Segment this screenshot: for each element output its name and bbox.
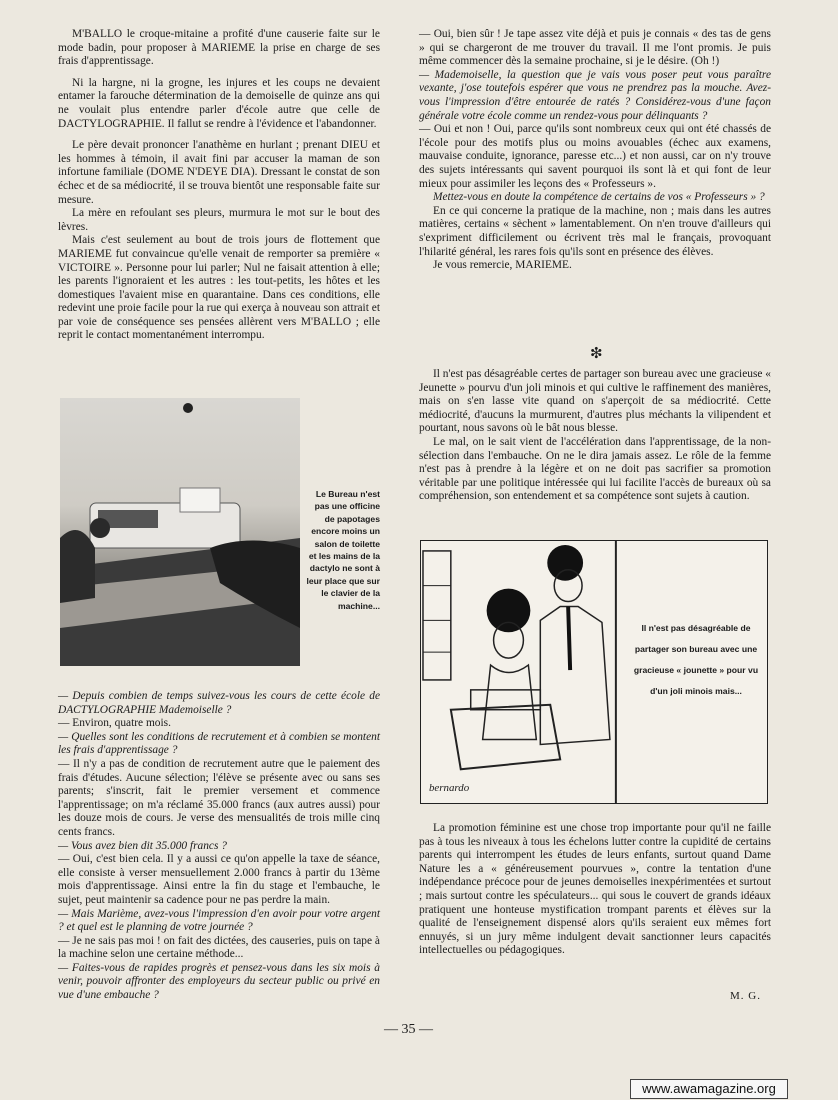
interview-question: — Vous avez bien dit 35.000 francs ? xyxy=(58,839,227,852)
interview-question: — Mais Marième, avez-vous l'impression d'en avoir pour votre argent ? et quel est le planning de votre journée ? xyxy=(58,907,380,934)
paragraph: Ni la hargne, ni la grogne, les injures et les coups ne devaient entamer la farouche détermination de la demoiselle de quinze ans qui ne voulait plus entendre parler d'école autre que celle de DACTYLOGRAPHIE. Il fallut se rendre à l'évidence et l'abandonner. xyxy=(58,76,380,130)
cartoon-caption: Il n'est pas désagréable de partager son bureau avec une gracieuse « jounette » pour vu d'un joli minois mais... xyxy=(633,623,759,696)
interview-answer: — Oui et non ! Oui, parce qu'ils sont nombreux ceux qui ont été chassés de l'école pour des motifs plus ou moins avouables (échec aux examens, mauvaise conduite, ignorance, paresse etc...) et non aussi, car on n'y trouve des sujets intéressants qui savent pourquoi ils sont là et qui font de leur mieux pour assimiler les leçons des « Professeurs ». xyxy=(419,123,771,190)
interview-answer: — Environ, quatre mois. xyxy=(58,717,171,730)
interview-answer: — Je ne sais pas moi ! on fait des dictées, des causeries, puis on tape à la machine selon une certaine méthode... xyxy=(58,934,380,961)
left-column-text xyxy=(58,28,380,351)
paragraph: La promotion féminine est une chose trop importante pour qu'il ne faille pas à tous les niveaux à tous les échelons lutter contre la cupidité de certains parents qui interrompent les études de leurs enfants, surtout quand Dame Nature les a « généreusement pourvues », contre la tentation d'une indépendance précoce pour de jeunes demoiselles inexpérimentées et surtout ; mais surtout contre les spéculateurs... qui sous le couvert de grands idéaux pratiquent une honteuse mystification trompant parents et élèves sur la qualité de l'enseignement dispensé alors qu'ils seraient eux mêmes fort ennuyés, si un jury même indulgent devait sanctionner leurs capacités intellectuelles ou pédagogiques. xyxy=(419,822,771,957)
paragraph: Il n'est pas désagréable certes de partager son bureau avec une gracieuse « Jeunette » pourvu d'un joli minois et qui cultive le raffinement des manières, mais on s'en lasse vite quand on s'aperçoit de sa médiocrité. Cette médiocrité, d'aucuns la murmurent, d'autres plus méchants la vilipendent et pourtant, nous savons où le bât nous blesse. xyxy=(419,368,771,435)
paragraph: M'BALLO le croque-mitaine a profité d'une causerie faite sur le mode badin, pour proposer à MARIEME la prise en charge de ses frais d'apprentissage. xyxy=(58,28,380,68)
interview-question: — Quelles sont les conditions de recrutement et à combien se montent les frais d'apprentissage ? xyxy=(58,730,380,757)
interview-question: — Depuis combien de temps suivez-vous les cours de cette école de DACTYLOGRAPHIE Mademoiselle ? xyxy=(58,690,380,716)
paragraph: Mais c'est seulement au bout de trois jours de flottement que MARIEME fut convaincue qu'elle venait de remporter sa première « VICTOIRE ». Personne pour lui parler; Nul ne faisait attention à elle; les parents l'ignoraient et les autres : les tout-petits, les hôtes et les domestiques l'avaient mise en quarantaine. Dans ces conditions, elle redevint une proie facile pour la rue qui exerça à nouveau son attrait et par voie de conséquence ses pensées allèrent vers M'BALLO ; elle reprit le contact momentanément interrompu. xyxy=(58,234,380,342)
interview-question: Mettez-vous en doute la compétence de certains de vos « Professeurs » ? xyxy=(433,191,765,204)
website-watermark[interactable]: www.awamagazine.org xyxy=(630,1079,788,1099)
paragraph: Le père devait prononcer l'anathème en hurlant ; prenant DIEU et les hommes à témoin, il avait fini par accuser la maman de son infortune familiale (DOME N'DEYE DIA). Dressant le constat de son échec et de sa médiocrité, il se trouva bientôt une responsable faite sur mesure. xyxy=(58,139,380,206)
photo-caption: Le Bureau n'est pas une officine de papotages encore moins un salon de toilette et les mains de la dactylo ne sont à leur place que sur le clavier de la machine... xyxy=(306,489,380,611)
cartoon-artist-signature: bernardo xyxy=(428,782,470,795)
interview-question: — Mademoiselle, la question que je vais vous poser peut vous paraître vexante, j'ose toutefois espérer que vous ne prendrez pas la mouche. Avez-vous l'impression d'être entourée de ratés ? Considérez-vous d'une façon générale votre école comme un rendez-vous pour délinquants ? xyxy=(419,68,771,122)
typewriter-photo xyxy=(60,398,300,666)
interview-left xyxy=(58,690,380,1003)
interview-right xyxy=(419,28,771,273)
right-mid-text xyxy=(419,368,771,504)
author-signature: M. G. xyxy=(730,990,761,1002)
interview-answer: — Oui, c'est bien cela. Il y a aussi ce qu'on appelle la taxe de séance, elle consiste à verser mensuellement 2.000 francs à partir du 13ème mois d'apprentissage. Ainsi entre la fin du stage et l'embauche, le sujet, peut maintenir sa cadence pour ne pas perdre la main. xyxy=(58,853,380,906)
right-bottom-text xyxy=(419,822,771,958)
interview-question: — Faites-vous de rapides progrès et pensez-vous dans les six mois à venir, pouvoir affronter des employeurs du secteur public ou privé en vue d'une embauche ? xyxy=(58,961,380,1002)
section-separator: ❇ xyxy=(590,346,603,362)
interview-answer: — Oui, bien sûr ! Je tape assez vite déjà et puis je connais « des tas de gens » qui se chargeront de me trouver du travail. Il me l'ont promis. Je puis même commencer dès la semaine prochaine, si je le désire. (Oh !) xyxy=(419,28,771,68)
interview-answer: Je vous remercie, MARIEME. xyxy=(433,259,572,272)
paragraph: La mère en refoulant ses pleurs, murmura le mot sur le bout des lèvres. xyxy=(58,207,380,233)
interview-answer: — Il n'y a pas de condition de recrutement autre que le paiement des frais d'études. Aucune sélection; l'élève se présente avec ou sans ses parents; s'inscrit, fait le premier versement et commence l'apprentissage; on m'a réclamé 35.000 francs (aux autres aussi) pour les douze mois de cours. Je verse des mensualités de trois mille cinq cents francs. xyxy=(58,757,380,838)
paragraph: Le mal, on le sait vient de l'accélération dans l'apprentissage, de la non-sélection dans l'embauche. On ne le dira jamais assez. Le rôle de la femme n'est pas à prendre à la légère et on ne doit pas sacrifier sa promotion véritable par une politique intéressée qui lui facilite l'accès de bureaux où sa compréhension, son entendement et sa compétence sont sujets à caution. xyxy=(419,435,771,503)
page-number: — 35 — xyxy=(384,1022,433,1037)
interview-answer: En ce qui concerne la pratique de la machine, non ; mais dans les autres matières, certains « sèchent » lamentablement. On n'en trouve d'ailleurs qui s'expriment difficilement ou écrivent très mal le français, provoquant l'hilarité général, les rares fois qu'ils sont en présence des élèves. xyxy=(419,204,771,258)
